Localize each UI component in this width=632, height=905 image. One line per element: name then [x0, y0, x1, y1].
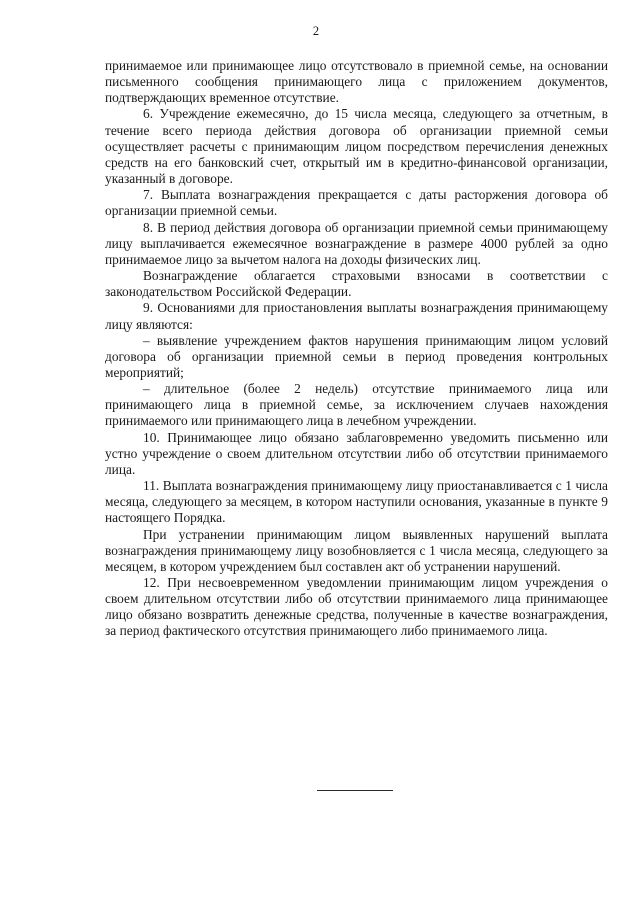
paragraph-item-6: 6. Учреждение ежемесячно, до 15 числа месяца, следующего за отчетным, в течение всего периода действия договора об организации приемной семьи осуществляет расчеты с принимающим лицом посредством перечисления денежных средств на его банковский счет, открытый им в кредитно-финансовой организации, указанный в договоре.: [105, 106, 608, 187]
paragraph-item-9-bullet-violations: – выявление учреждением фактов нарушения принимающим лицом условий договора об организации приемной семьи в период проведения контрольных мероприятий;: [105, 332, 608, 380]
end-divider-line: [317, 790, 393, 791]
paragraph-item-10: 10. Принимающее лицо обязано заблаговременно уведомить письменно или устно учреждение о своем длительном отсутствии либо об отсутствии принимаемого лица.: [105, 429, 608, 477]
paragraph-insurance-contributions: Вознаграждение облагается страховыми взносами в соответствии с законодательством Российской Федерации.: [105, 268, 608, 300]
paragraph-item-12: 12. При несвоевременном уведомлении принимающим лицом учреждения о своем длительном отсутствии либо об отсутствии принимаемого лица принимающее лицо обязано возвратить денежные средства, полученные в качестве вознаграждения, за период фактического отсутствия принимающего либо принимаемого лица.: [105, 575, 608, 639]
paragraph-continuation: принимаемое или принимающее лицо отсутствовало в приемной семье, на основании письменного сообщения принимающего лица с приложением документов, подтверждающих временное отсутствие.: [105, 58, 608, 106]
document-body: [105, 58, 608, 640]
paragraph-item-11: 11. Выплата вознаграждения принимающему лицу приостанавливается с 1 числа месяца, следующего за месяцем, в котором наступили основания, указанные в пункте 9 настоящего Порядка.: [105, 478, 608, 526]
page-number: 2: [312, 24, 320, 38]
paragraph-item-8: 8. В период действия договора об организации приемной семьи принимающему лицу выплачивается ежемесячное вознаграждение в размере 4000 рублей за одно принимаемое лицо за вычетом налога на доходы физических лиц.: [105, 219, 608, 267]
paragraph-resumption: При устранении принимающим лицом выявленных нарушений выплата вознаграждения принимающему лицу возобновляется с 1 числа месяца, следующего за месяцем, в котором учреждением был составлен акт об устранении нарушений.: [105, 526, 608, 574]
paragraph-item-9: 9. Основаниями для приостановления выплаты вознаграждения принимающему лицу являются:: [105, 300, 608, 332]
paragraph-item-9-bullet-absence: – длительное (более 2 недель) отсутствие принимаемого лица или принимающего лица в приемной семье, за исключением случаев нахождения принимаемого или принимающего лица в лечебном учреждении.: [105, 381, 608, 429]
paragraph-item-7: 7. Выплата вознаграждения прекращается с даты расторжения договора об организации приемной семьи.: [105, 187, 608, 219]
